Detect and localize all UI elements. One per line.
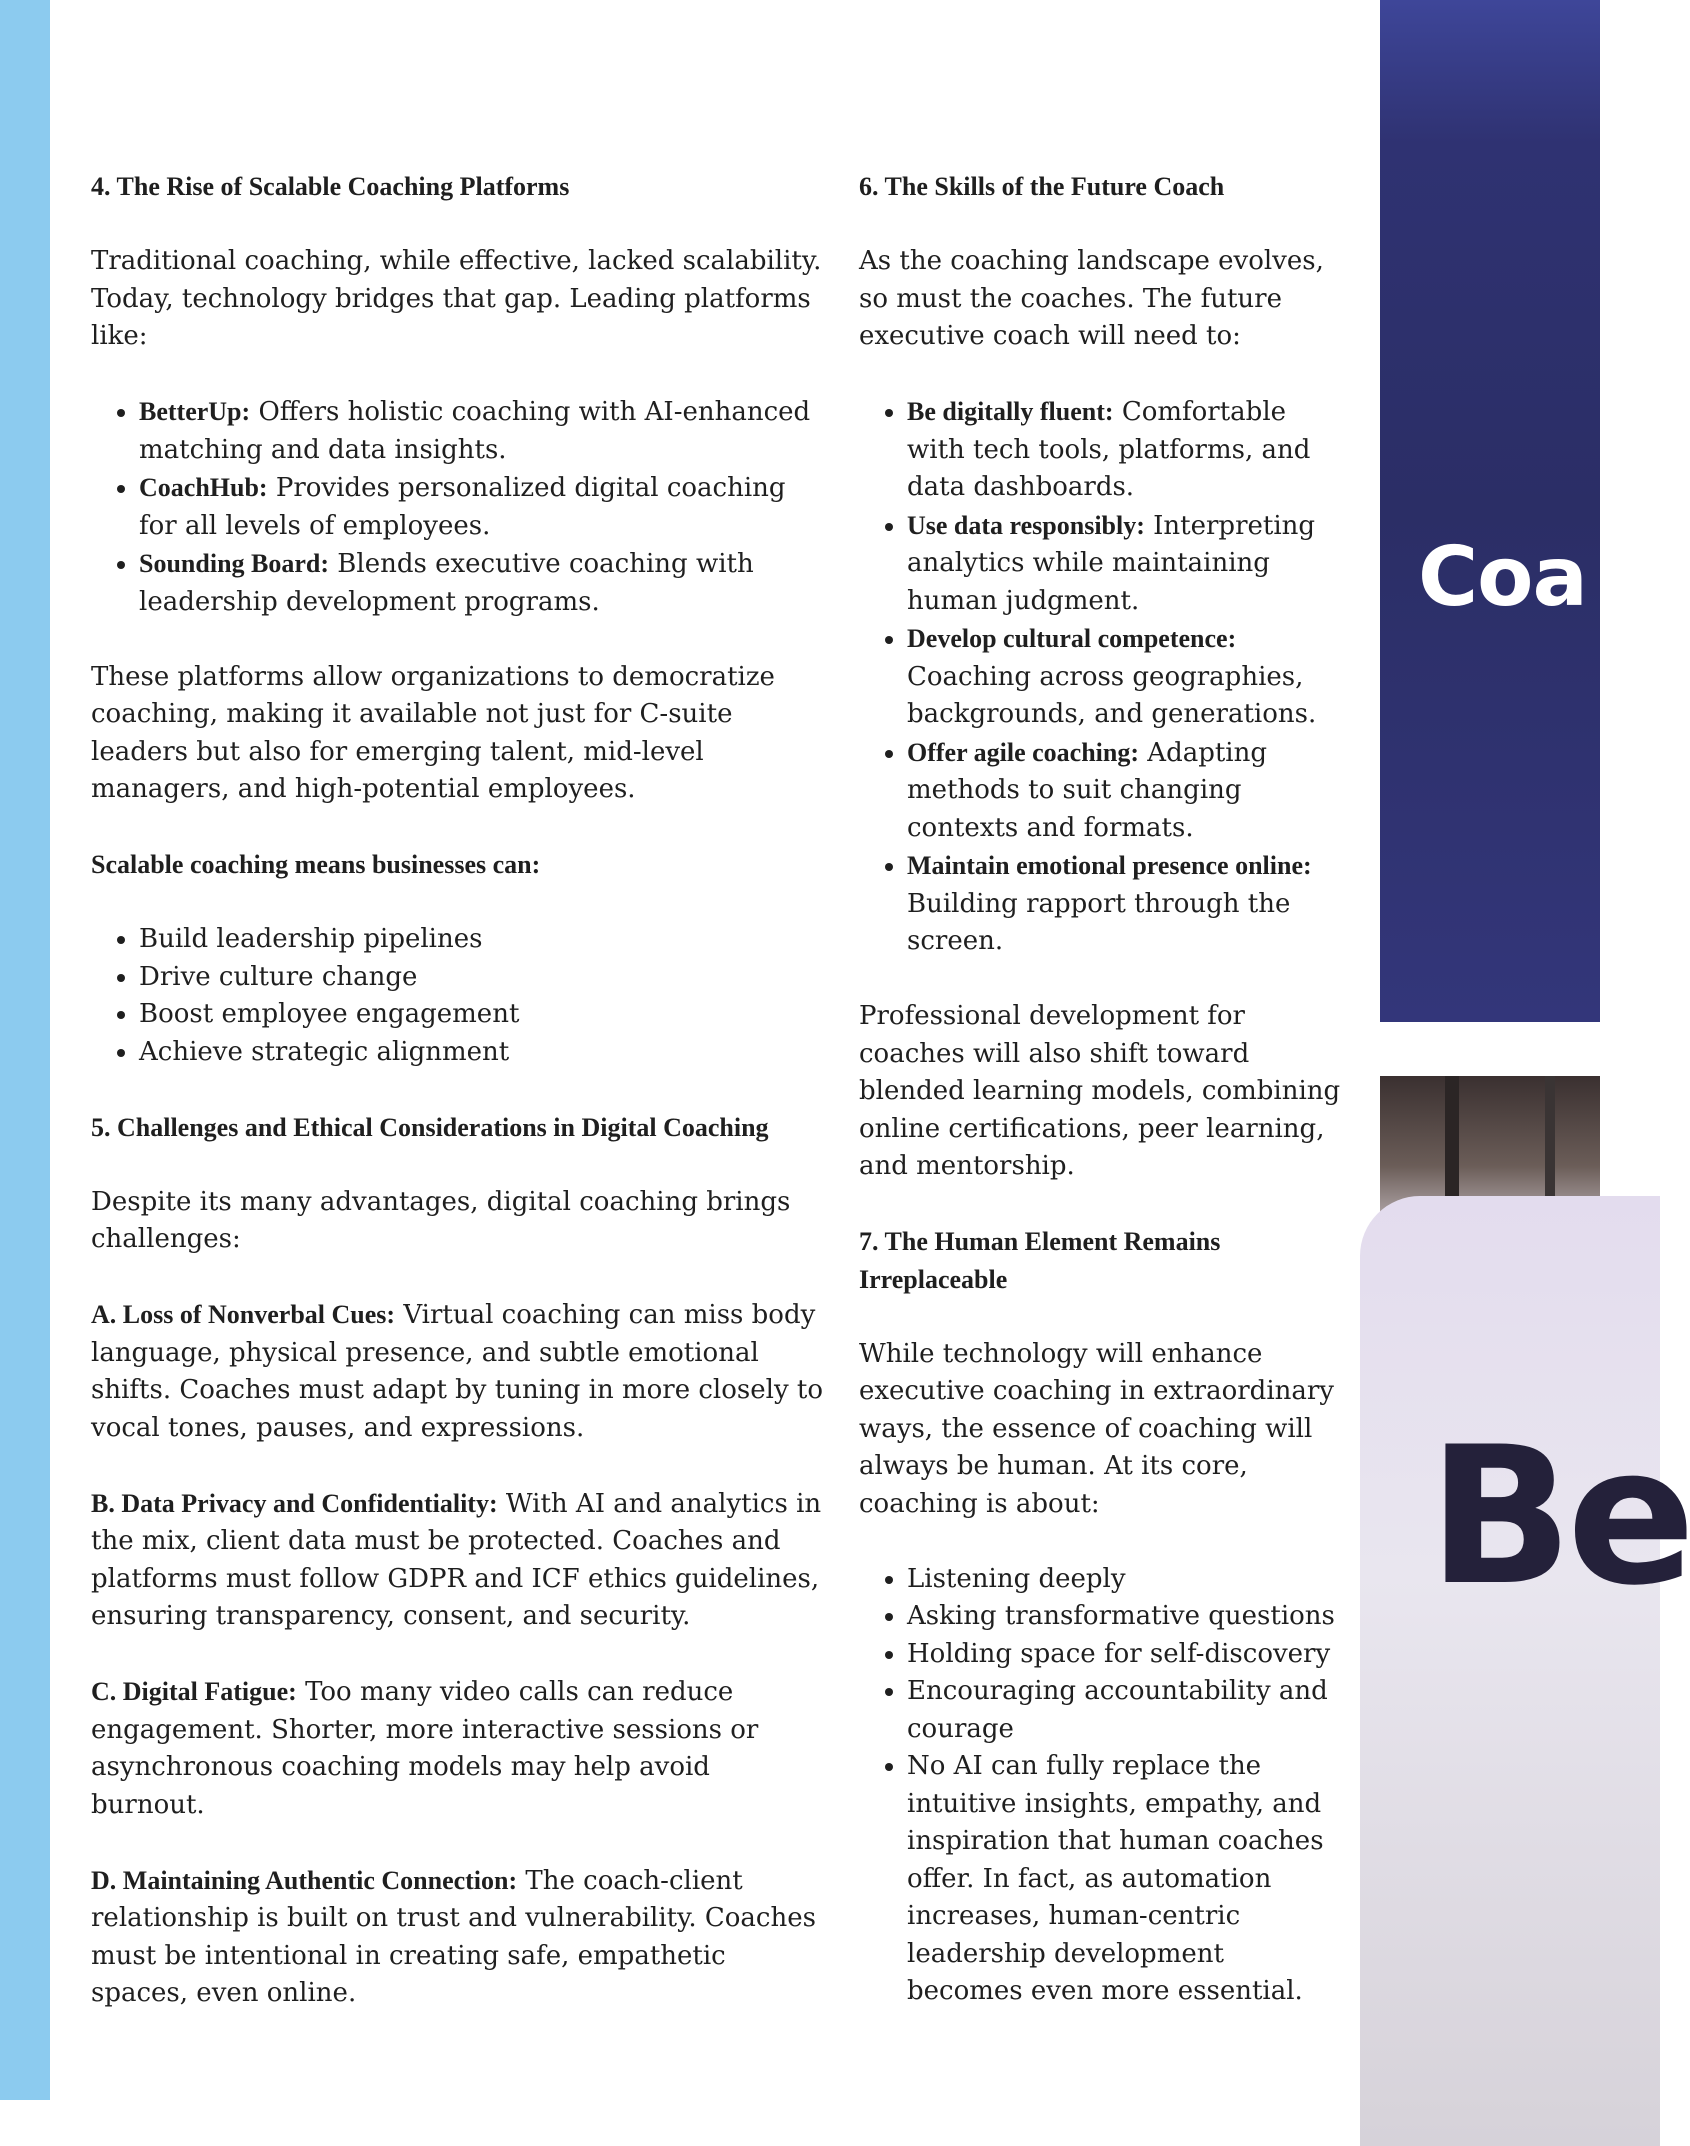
challenge-text: Virtual coaching can miss body language, physical presence, and subtle emotional shifts. Coaches must adapt by tuning in more closely to vocal tones, pauses, and expressions. [91,1300,823,1443]
skill-description: Comfortable with tech tools, platforms, and data dashboards. [907,397,1311,502]
list-item [907,734,1344,848]
skill-name: Maintain emotional presence online: [907,851,1312,880]
list-item: • Listening deeply [907,1561,1344,1599]
skill-description: Adapting methods to suit changing contexts and formats. [907,737,1268,843]
challenge-text: With AI and analytics in the mix, client data must be protected. Coaches and platforms must follow GDPR and ICF ethics guidelines, ensuring transparency, consent, and security. [91,1488,822,1631]
section-5-heading: 5. Challenges and Ethical Considerations in Digital Coaching [91,1112,769,1142]
left-accent-bar [0,0,50,2100]
benefits-list [91,921,826,1071]
list-item [907,393,1344,507]
list-item [907,507,1344,621]
skill-description: Building rapport through the screen. [907,888,1291,956]
challenge-paragraph [91,1296,826,1447]
challenge-paragraph [91,1673,826,1824]
banner-text: Coa [1418,530,1587,625]
skills-list [859,393,1344,961]
sign-logo-text: Be [1428,1406,1690,1627]
section-6-paragraph: Professional development for coaches will also shift toward blended learning models, combining online certifications, peer learning, and mentorship. [859,1001,1341,1181]
list-item: • Encouraging accountability and courage [907,1673,1344,1748]
skill-description: Coaching across geographies, backgrounds, and generations. [907,661,1317,729]
section-4-paragraph: These platforms allow organizations to democratize coaching, making it available not just for C-suite leaders but also for emerging talent, mid-level managers, and high-potential employees. [91,661,775,804]
platform-name: Sounding Board: [139,549,330,578]
challenge-title: A. Loss of Nonverbal Cues: [91,1300,396,1329]
list-item [907,847,1344,961]
sign-panel [1360,1196,1660,2146]
challenge-paragraph [91,1485,826,1636]
challenge-paragraph [91,1862,826,2013]
list-item: • Asking transformative questions [907,1598,1344,1636]
list-item [139,469,826,545]
platform-description: Offers holistic coaching with AI-enhanced matching and data insights. [139,397,811,465]
left-column [91,168,826,2050]
platform-description: Provides personalized digital coaching for all levels of employees. [139,473,786,541]
skill-name: Offer agile coaching: [907,737,1140,767]
skill-name: Develop cultural competence: [907,624,1237,653]
challenge-title: D. Maintaining Authentic Connection: [91,1865,518,1895]
coaching-banner-photo [1380,0,1600,1022]
platform-description: Blends executive coaching with leadership development programs. [139,549,754,617]
list-item [139,545,826,621]
list-item: • Drive culture change [139,959,826,997]
challenge-title: B. Data Privacy and Confidentiality: [91,1488,498,1518]
section-7-heading: 7. The Human Element Remains Irreplaceable [859,1227,1221,1294]
window-mullion [1445,1076,1459,1216]
challenge-text: Too many video calls can reduce engagement. Shorter, more interactive sessions or asynchronous coaching models may help avoid burnout. [91,1677,759,1820]
skill-name: Use data responsibly: [907,510,1145,540]
betterup-sign-photo [1380,1076,1690,2100]
platform-name: CoachHub: [139,473,268,502]
skill-name: Be digitally fluent: [907,397,1114,426]
right-column [859,168,1344,2048]
list-item: • Boost employee engagement [139,996,826,1034]
platforms-list [91,393,826,621]
list-item [907,620,1344,734]
list-item: • No AI can fully replace the intuitive insights, empathy, and inspiration that human coaches offer. In fact, as automation increases, human-centric leadership development becomes even more essential. [907,1748,1344,2011]
section-4-intro: Traditional coaching, while effective, lacked scalability. Today, technology bridges that gap. Leading platforms like: [91,246,822,351]
list-item: • Holding space for self-discovery [907,1636,1344,1674]
section-6-intro: As the coaching landscape evolves, so must the coaches. The future executive coach will need to: [859,246,1324,351]
section-4-heading: 4. The Rise of Scalable Coaching Platforms [91,172,570,201]
list-item: • Build leadership pipelines [139,921,826,959]
section-6-heading: 6. The Skills of the Future Coach [859,172,1225,201]
human-element-list [859,1561,1344,2011]
section-5-intro: Despite its many advantages, digital coaching brings challenges: [91,1186,791,1254]
list-item [139,393,826,469]
list-item: • Achieve strategic alignment [139,1034,826,1072]
scalable-subheading: Scalable coaching means businesses can: [91,850,541,879]
skill-description: Interpreting analytics while maintaining human judgment. [907,510,1316,616]
challenge-title: C. Digital Fatigue: [91,1677,297,1706]
challenge-text: The coach-client relationship is built on trust and vulnerability. Coaches must be intentional in creating safe, empathetic spaces, even online. [91,1865,816,2008]
platform-name: BetterUp: [139,397,251,426]
section-7-intro: While technology will enhance executive coaching in extraordinary ways, the essence of coaching will always be human. At its core, coaching is about: [859,1338,1334,1519]
